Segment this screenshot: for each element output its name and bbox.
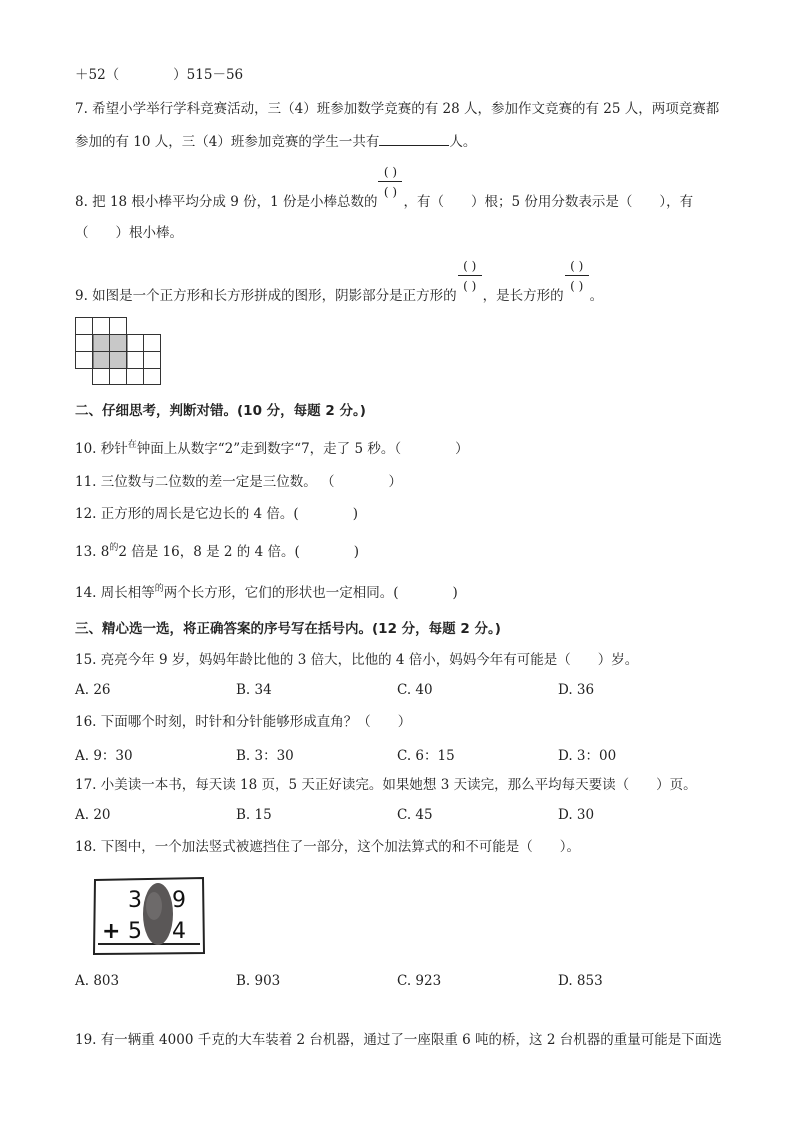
question-13 [75,543,359,563]
question-10-text-b: 钟面上从数字“2”走到数字“7，走了 5 秒。（ ） [136,441,469,457]
question-8-line1 [75,165,694,211]
section-3-heading: 三、精心选一选，将正确答案的序号写在括号内。(12 分，每题 2 分。) [75,621,501,637]
question-9-text-c: 。 [589,288,604,304]
card-digit-4: 4 [172,919,186,944]
card-digit-3: 3 [128,888,142,913]
question-13-small-char: 的 [109,543,119,553]
question-12: 12. 正方形的周长是它边长的 4 倍。( ) [75,506,358,522]
square-rectangle-grid-figure [75,317,161,385]
continued-expression: ＋52（ ）515－56 [75,67,244,83]
q18-option-b[interactable]: B. 903 [236,973,281,989]
question-18: 18. 下图中，一个加法竖式被遮挡住了一部分，这个加法算式的和不可能是（ ）。 [75,839,581,855]
q17-option-b[interactable]: B. 15 [236,807,272,823]
question-8-text-a: 8. 把 18 根小棒平均分成 9 份，1 份是小棒总数的 [75,194,378,210]
question-7-line1: 7. 希望小学举行学科竞赛活动，三（4）班参加数学竞赛的有 28 人，参加作文竞赛的有 25 人，两项竞赛都 [75,101,720,117]
question-9-line [75,259,604,305]
fraction-blank[interactable] [377,165,403,211]
question-11: 11. 三位数与二位数的差一定是三位数。 （ ） [75,474,403,490]
question-10-text-a: 10. 秒针 [75,441,128,457]
q15-option-c[interactable]: C. 40 [397,682,433,698]
q17-option-d[interactable]: D. 30 [558,807,595,823]
question-14-text-b: 两个长方形，它们的形状也一定相同。( ) [163,585,458,601]
fraction-bar [565,275,589,276]
fraction-numerator: ( ) [570,259,584,273]
section-2-heading: 二、仔细思考，判断对错。(10 分，每题 2 分。) [75,403,366,419]
q15-option-a[interactable]: A. 26 [75,682,111,698]
q16-option-c[interactable]: C. 6：15 [397,748,455,764]
q18-option-a[interactable]: A. 803 [75,973,120,989]
question-9-text-a: 9. 如图是一个正方形和长方形拼成的图形，阴影部分是正方形的 [75,288,457,304]
fraction-denominator: ( ) [570,279,584,293]
question-9-text-b: ，是长方形的 [482,288,564,304]
question-7-line2 [75,131,476,151]
question-14-small-char: 的 [154,584,164,594]
fraction-bar [378,181,402,182]
q16-option-a[interactable]: A. 9：30 [75,748,133,764]
question-17: 17. 小美读一本书，每天读 18 页，5 天正好读完。如果她想 3 天读完，那么平均每天要读（ ）页。 [75,777,697,793]
question-14 [75,584,458,604]
question-8-line2: （ ）根小棒。 [75,225,183,241]
question-16: 16. 下面哪个时刻，时针和分针能够形成直角？（ ） [75,714,412,730]
fraction-numerator: ( ) [383,165,398,179]
question-13-text-b: 2 倍是 16，8 是 2 的 4 倍。( ) [118,544,359,560]
q16-option-b[interactable]: B. 3：30 [236,748,294,764]
fraction-denominator: ( ) [383,185,398,199]
question-10 [75,440,469,460]
q18-option-d[interactable]: D. 853 [558,973,603,989]
fraction-denominator: ( ) [463,279,477,293]
card-plus-sign: + [102,919,121,944]
q15-option-b[interactable]: B. 34 [236,682,272,698]
card-digit-9: 9 [172,888,186,913]
q16-option-d[interactable]: D. 3：00 [558,748,617,764]
q17-option-a[interactable]: A. 20 [75,807,111,823]
question-7-unit: 人。 [449,134,477,150]
question-13-text-a: 13. 8 [75,544,110,560]
fraction-blank[interactable] [457,259,483,305]
q17-option-c[interactable]: C. 45 [397,807,433,823]
question-10-small-char: 在 [127,440,137,450]
fraction-numerator: ( ) [463,259,477,273]
fraction-blank[interactable] [564,259,590,305]
question-15: 15. 亮亮今年 9 岁，妈妈年龄比他的 3 倍大，比他的 4 倍小，妈妈今年有可能是（ ）岁。 [75,652,639,668]
answer-blank[interactable] [379,131,449,146]
card-digit-5: 5 [128,919,142,944]
question-8-text-b: ，有（ ）根；5 份用分数表示是（ ），有 [403,194,694,210]
question-19: 19. 有一辆重 4000 千克的大车装着 2 台机器，通过了一座限重 6 吨的桥，这 2 台机器的重量可能是下面选 [75,1032,722,1048]
question-14-text-a: 14. 周长相等 [75,585,155,601]
q15-option-d[interactable]: D. 36 [558,682,595,698]
question-7-text: 参加的有 10 人，三（4）班参加竞赛的学生一共有 [75,134,380,150]
fraction-bar [458,275,482,276]
q18-option-c[interactable]: C. 923 [397,973,442,989]
covered-addition-card [92,876,206,956]
